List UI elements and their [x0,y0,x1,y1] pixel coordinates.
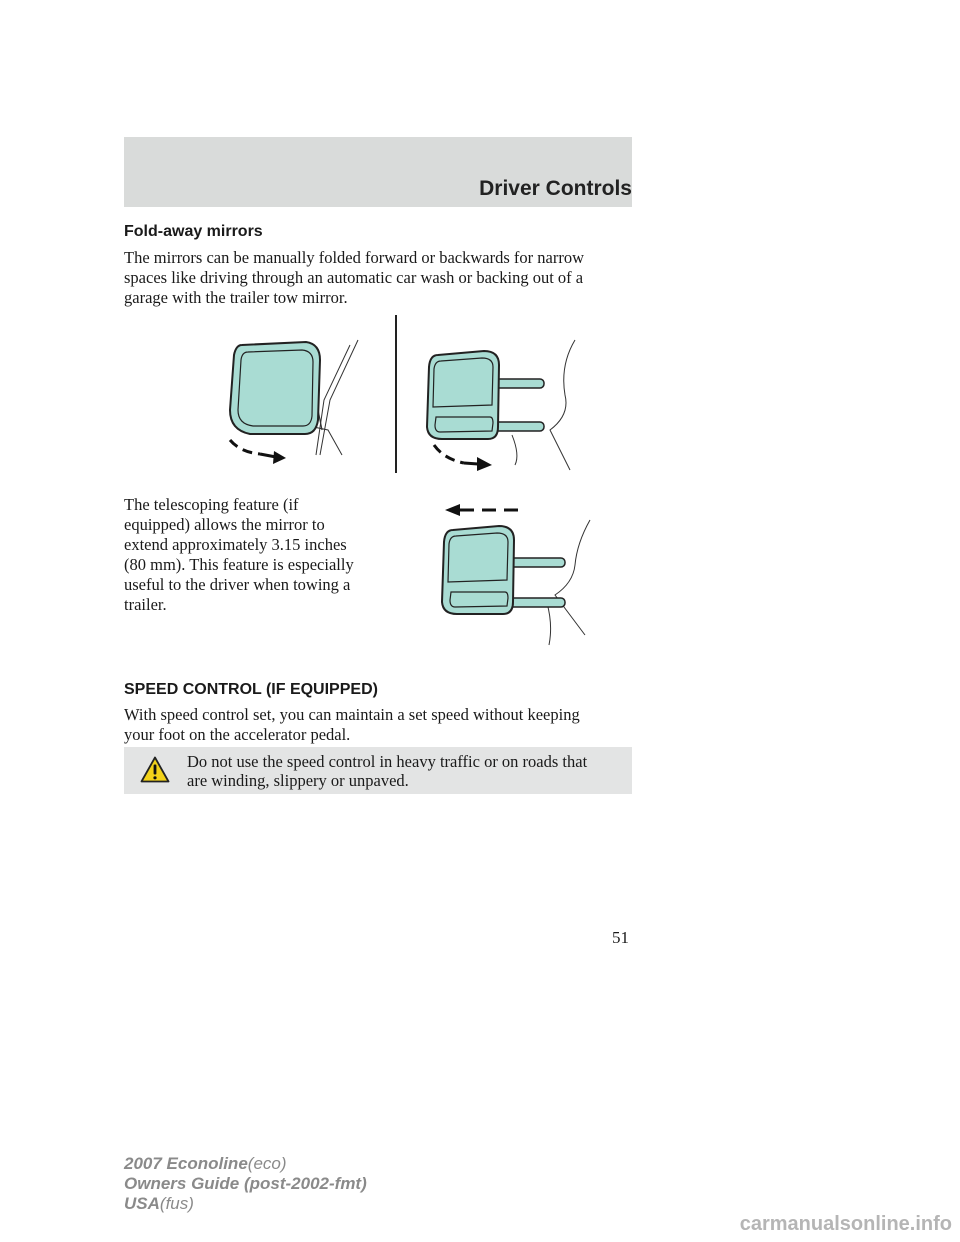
door-outline [512,435,517,465]
footer-market: USA [124,1194,160,1213]
mirror-housing [442,526,514,614]
telescoping-line: extend approximately 3.15 inches [124,535,347,554]
upper-support-arm [507,558,565,567]
fold-away-line: garage with the trailer tow mirror. [124,288,348,307]
lower-support-arm [507,598,565,607]
warning-box [124,747,632,794]
telescoping-line: trailer. [124,595,167,614]
warning-line: Do not use the speed control in heavy traffic or on roads that [187,752,588,771]
page-number: 51 [612,928,629,947]
figure-divider [395,315,397,473]
lower-support-arm [492,422,544,431]
folded-tow-mirror-illustration [420,335,585,475]
speed-control-heading: SPEED CONTROL (IF EQUIPPED) [124,681,378,698]
telescoping-paragraph [124,495,354,615]
footer-market-code: (fus) [159,1194,194,1213]
fold-arrow-head [477,457,492,471]
telescoping-line: equipped) allows the mirror to [124,515,325,534]
section-header-band [124,137,632,207]
footer-guide: Owners Guide (post-2002-fmt) [124,1174,367,1193]
telescoping-mirror-illustration [435,495,600,655]
telescoping-line: The telescoping feature (if [124,495,299,514]
mirror-housing [427,351,499,439]
fold-away-paragraph [124,248,584,308]
speed-control-paragraph [124,705,580,745]
site-watermark: carmanualsonline.info [739,1213,952,1235]
fold-away-line: spaces like driving through an automatic car wash or backing out of a [124,268,584,287]
warning-text [187,752,617,790]
extend-arrow-head [445,504,460,516]
telescoping-line: (80 mm). This feature is especially [124,555,354,574]
warning-line: are winding, slippery or unpaved. [187,771,409,790]
speed-control-line: With speed control set, you can maintain a set speed without keeping [124,705,580,724]
speed-control-line: your foot on the accelerator pedal. [124,725,351,744]
section-title: Driver Controls [479,177,632,200]
footer-model-code: (eco) [247,1154,287,1173]
telescoping-line: useful to the driver when towing a [124,575,351,594]
fold-arrow-dash [434,445,464,463]
fold-arrow-head [273,451,286,464]
mirror-housing [230,342,320,434]
fold-away-heading: Fold-away mirrors [124,223,263,240]
door-outline [547,603,551,645]
door-outline [555,520,590,635]
upper-support-arm [492,379,544,388]
door-outline [550,340,575,470]
document-footer [124,1154,367,1214]
fold-arrow-dash [230,440,260,454]
fold-away-line: The mirrors can be manually folded forward or backwards for narrow [124,248,584,267]
warning-triangle-icon [140,756,170,783]
folded-mirror-illustration [220,330,370,470]
footer-model: 2007 Econoline [124,1154,248,1173]
fold-arrow-shaft [464,463,478,464]
